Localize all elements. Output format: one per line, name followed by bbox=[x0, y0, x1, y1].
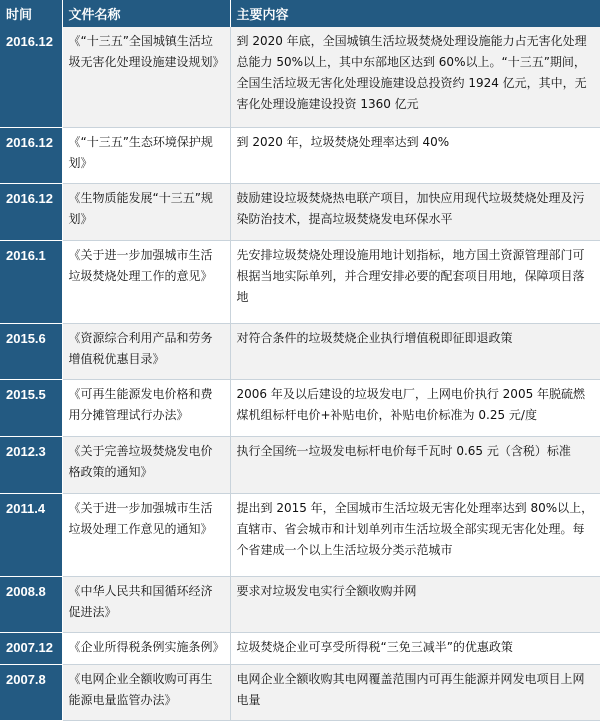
table-row bbox=[0, 576, 600, 632]
row-content: 到 2020 年底，全国城镇生活垃圾焚烧处理设施能力占无害化处理总能力 50%以上，其中东部地区达到 60%以上。“十三五”期间，全国生活垃圾无害化处理设施建设总投资约 1924 亿元，其中，无害化处理设施建设投资 1360 亿元 bbox=[230, 27, 600, 128]
table-row bbox=[0, 493, 600, 576]
row-content: 到 2020 年，垃圾焚烧处理率达到 40% bbox=[230, 128, 600, 184]
header-row bbox=[0, 0, 600, 27]
table-row bbox=[0, 128, 600, 184]
table-row bbox=[0, 323, 600, 380]
row-content: 执行全国统一垃圾发电标杆电价每千瓦时 0.65 元（含税）标准 bbox=[230, 437, 600, 494]
row-document: 《“十三五”生态环境保护规划》 bbox=[62, 128, 230, 184]
table-row bbox=[0, 665, 600, 721]
row-document: 《企业所得税条例实施条例》 bbox=[62, 632, 230, 665]
row-content: 先安排垃圾焚烧处理设施用地计划指标，地方国土资源管理部门可根据当地实际单列，并合理安排必要的配套项目用地，保障项目落地 bbox=[230, 240, 600, 323]
row-date: 2011.4 bbox=[0, 493, 62, 576]
header-time: 时间 bbox=[0, 0, 62, 27]
table-row bbox=[0, 240, 600, 323]
row-content: 2006 年及以后建设的垃圾发电厂，上网电价执行 2005 年脱硫燃煤机组标杆电价+补贴电价，补贴电价标准为 0.25 元/度 bbox=[230, 380, 600, 437]
table-body bbox=[0, 27, 600, 721]
header-document-name: 文件名称 bbox=[62, 0, 230, 27]
row-date: 2016.12 bbox=[0, 27, 62, 128]
table-row bbox=[0, 380, 600, 437]
row-content: 要求对垃圾发电实行全额收购并网 bbox=[230, 576, 600, 632]
row-document: 《资源综合利用产品和劳务增值税优惠目录》 bbox=[62, 323, 230, 380]
row-document: 《中华人民共和国循环经济促进法》 bbox=[62, 576, 230, 632]
header-main-content: 主要内容 bbox=[230, 0, 600, 27]
table-row bbox=[0, 632, 600, 665]
row-content: 垃圾焚烧企业可享受所得税“三免三减半”的优惠政策 bbox=[230, 632, 600, 665]
row-document: 《可再生能源发电价格和费用分摊管理试行办法》 bbox=[62, 380, 230, 437]
row-content: 电网企业全额收购其电网覆盖范围内可再生能源并网发电项目上网电量 bbox=[230, 665, 600, 721]
row-document: 《生物质能发展“十三五”规划》 bbox=[62, 184, 230, 241]
row-date: 2016.1 bbox=[0, 240, 62, 323]
row-content: 对符合条件的垃圾焚烧企业执行增值税即征即退政策 bbox=[230, 323, 600, 380]
row-document: 《关于完善垃圾焚烧发电价格政策的通知》 bbox=[62, 437, 230, 494]
row-document: 《关于进一步加强城市生活垃圾焚烧处理工作的意见》 bbox=[62, 240, 230, 323]
row-date: 2015.5 bbox=[0, 380, 62, 437]
row-content: 鼓励建设垃圾焚烧热电联产项目，加快应用现代垃圾焚烧处理及污染防治技术，提高垃圾焚烧发电环保水平 bbox=[230, 184, 600, 241]
row-date: 2007.12 bbox=[0, 632, 62, 665]
row-content: 提出到 2015 年，全国城市生活垃圾无害化处理率达到 80%以上，直辖市、省会城市和计划单列市生活垃圾全部实现无害化处理。每个省建成一个以上生活垃圾分类示范城市 bbox=[230, 493, 600, 576]
row-date: 2015.6 bbox=[0, 323, 62, 380]
row-document: 《“十三五”全国城镇生活垃圾无害化处理设施建设规划》 bbox=[62, 27, 230, 128]
table-row bbox=[0, 27, 600, 128]
row-date: 2016.12 bbox=[0, 184, 62, 241]
row-document: 《电网企业全额收购可再生能源电量监管办法》 bbox=[62, 665, 230, 721]
row-date: 2016.12 bbox=[0, 128, 62, 184]
row-date: 2007.8 bbox=[0, 665, 62, 721]
table-row bbox=[0, 184, 600, 241]
row-document: 《关于进一步加强城市生活垃圾处理工作意见的通知》 bbox=[62, 493, 230, 576]
row-date: 2012.3 bbox=[0, 437, 62, 494]
row-date: 2008.8 bbox=[0, 576, 62, 632]
table-row bbox=[0, 437, 600, 494]
